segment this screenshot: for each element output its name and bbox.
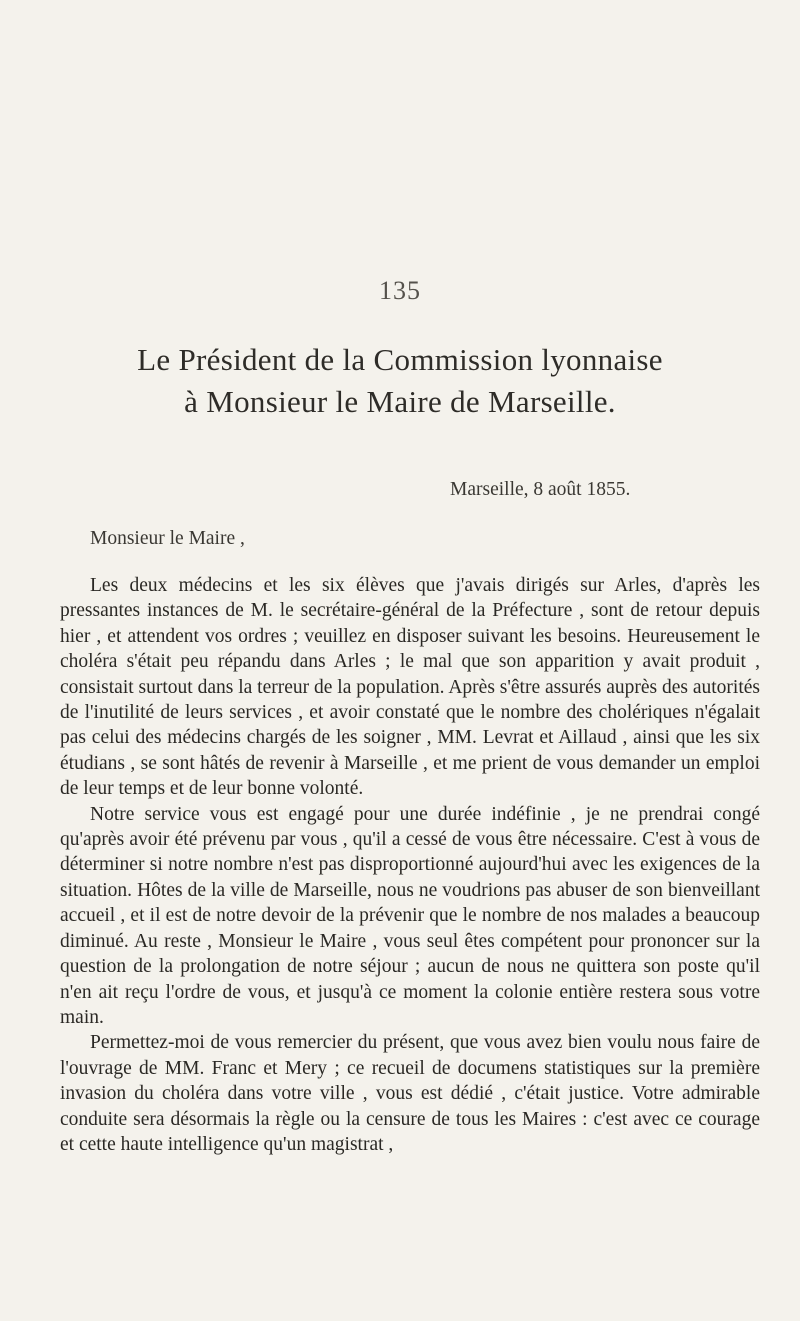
heading-line-1: Le Président de la Commission lyonnaise (137, 342, 663, 377)
paragraph: Notre service vous est engagé pour une durée indéfinie , je ne prendrai congé qu'après avoir été prévenu par vous , qu'il a cessé de vous être nécessaire. C'est à vous de déterminer si notre nombre n'est pas disproportionné aujourd'hui avec les exigences de la situation. Hôtes de la ville de Marseille, nous ne voudrions pas abuser de son bienveillant accueil , et il est de notre devoir de la prévenir que le nombre de nos malades a beaucoup diminué. Au reste , Monsieur le Maire , vous seul êtes compétent pour prononcer sur la question de la prolongation de notre séjour ; aucun de nous ne quittera son poste qu'il n'en ait reçu l'ordre de vous, et jusqu'à ce moment la colonie entière restera sous votre main. (60, 803, 760, 1028)
salutation: Monsieur le Maire , (90, 528, 245, 549)
heading-line-2: à Monsieur le Maire de Marseille. (184, 384, 616, 419)
page-number: 135 (379, 276, 421, 305)
paragraph: Permettez-moi de vous remercier du présent, que vous avez bien voulu nous faire de l'ouvrage de MM. Franc et Mery ; ce recueil de documens statistiques sur la première invasion du choléra dans votre ville , vous est dédié , c'était justice. Votre admirable conduite sera désormais la règle ou la censure de tous les Maires : c'est avec ce courage et cette haute intelligence qu'un magistrat , (60, 1032, 760, 1155)
paragraph: Les deux médecins et les six élèves que j'avais dirigés sur Arles, d'après les pressantes instances de M. le secrétaire-général de la Préfecture , sont de retour depuis hier , et attendent vos ordres ; veuillez en disposer suivant les besoins. Heureusement le choléra s'était peu répandu dans Arles ; le mal que son apparition y avait produit , consistait surtout dans la terreur de la population. Après s'être assurés auprès des autorités de l'inutilité de leurs services , et avoir constaté que le nombre des cholériques n'égalait pas celui des médecins chargés de les soigner , MM. Levrat et Aillaud , ainsi que les six étudians , se sont hâtés de revenir à Marseille , et me prient de vous demander un emploi de leur temps et de leur bonne volonté. (60, 575, 760, 800)
letter-body (60, 573, 760, 1157)
dateline: Marseille, 8 août 1855. (450, 479, 631, 500)
